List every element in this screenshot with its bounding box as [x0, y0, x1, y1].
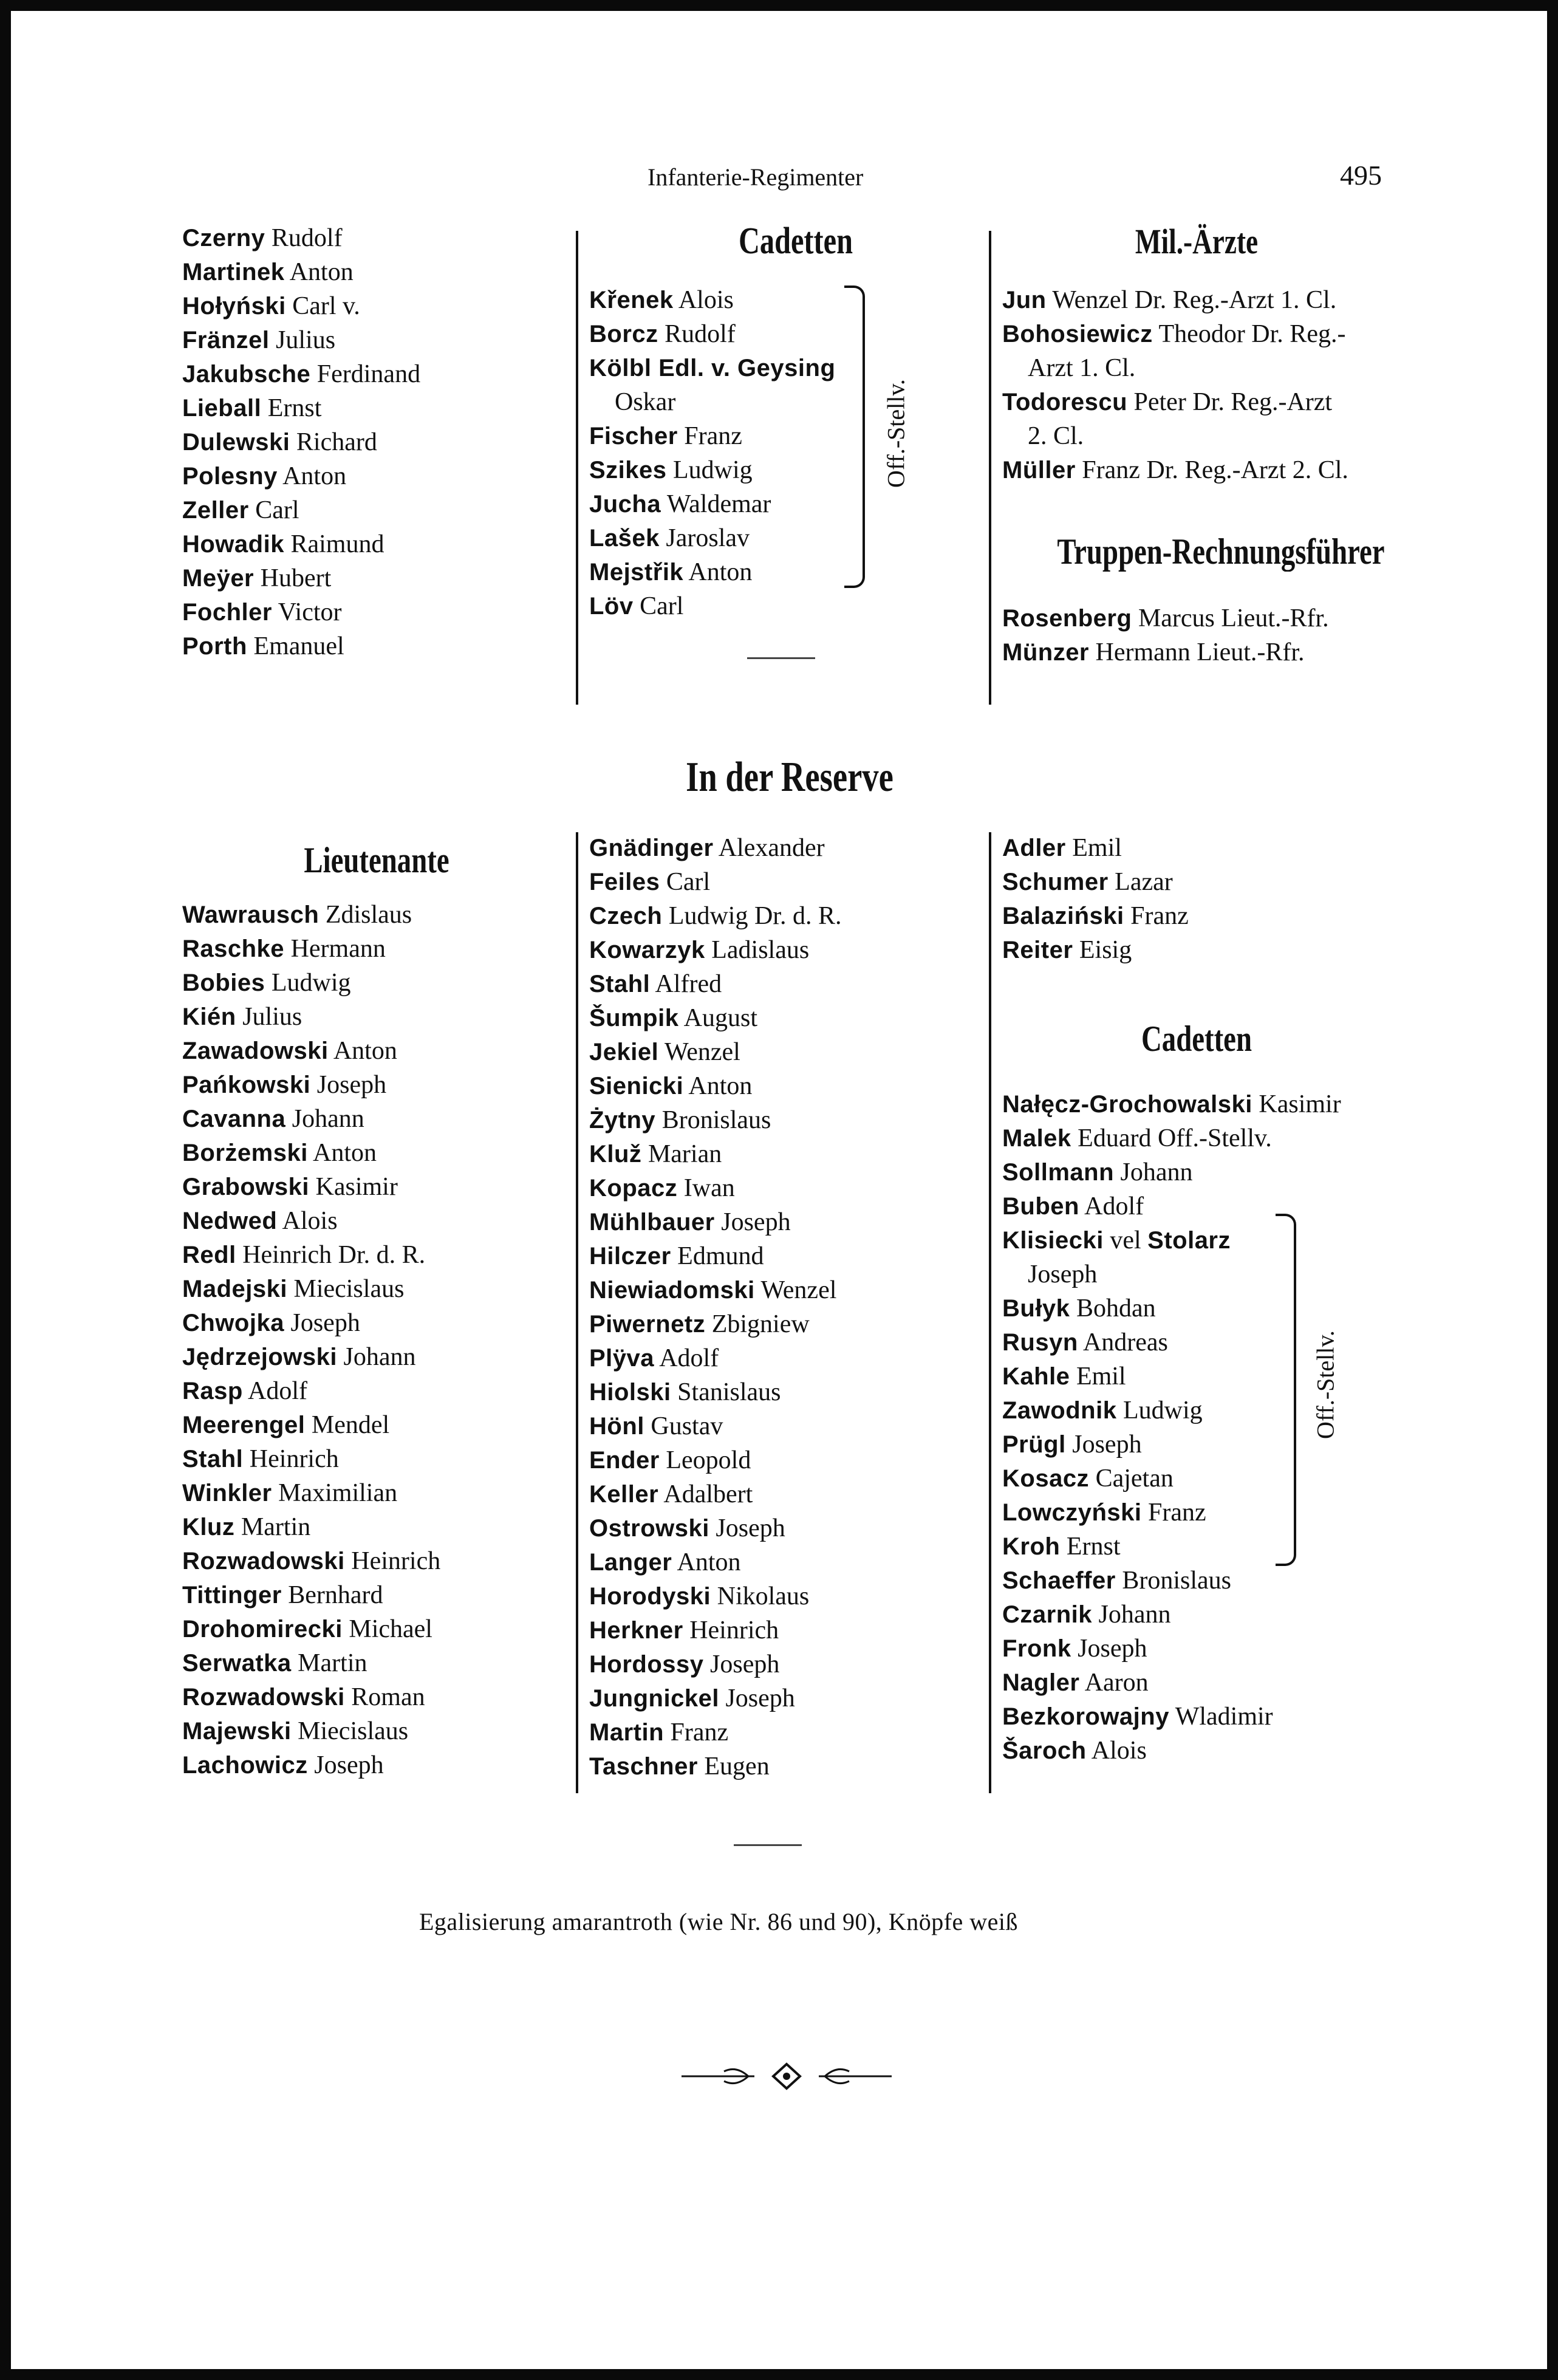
list-item: Majewski Miecislaus — [182, 1717, 409, 1745]
divider-rule — [734, 1844, 802, 1846]
list-item: Stahl Alfred — [589, 970, 722, 998]
list-item: Adler Emil — [1002, 834, 1122, 862]
list-item: Mejstřik Anton — [589, 558, 753, 586]
list-item: Nałęcz-Grochowalski Kasimir — [1002, 1090, 1341, 1118]
list-item: Jucha Waldemar — [589, 490, 771, 518]
list-item: Pańkowski Joseph — [182, 1071, 387, 1099]
list-item: Taschner Eugen — [589, 1753, 770, 1780]
doctors-list — [1002, 283, 1348, 487]
list-item: Todorescu Peter Dr. Reg.-Arzt — [1002, 388, 1333, 416]
list-item: Stahl Heinrich — [182, 1445, 339, 1473]
list-item: Bezkorowajny Wladimir — [1002, 1703, 1273, 1731]
list-item: Nedwed Alois — [182, 1207, 338, 1235]
list-item: Fischer Franz — [589, 422, 742, 450]
lieutenants-heading: Lieutenante — [304, 840, 449, 880]
list-item: Müller Franz Dr. Reg.-Arzt 2. Cl. — [1002, 456, 1348, 484]
list-item: Hołyński Carl v. — [182, 292, 360, 320]
column-rule-bottom-left — [576, 832, 578, 1793]
list-item: Kopacz Iwan — [589, 1174, 735, 1202]
list-item: Sienicki Anton — [589, 1072, 753, 1100]
list-item: Fränzel Julius — [182, 326, 336, 354]
list-item: Schumer Lazar — [1002, 868, 1173, 896]
list-item: Šaroch Alois — [1002, 1737, 1147, 1765]
list-item: Rosenberg Marcus Lieut.-Rfr. — [1002, 604, 1329, 632]
list-item: Tittinger Bernhard — [182, 1581, 383, 1609]
list-item: Cavanna Johann — [182, 1105, 364, 1133]
list-item: Rozwadowski Heinrich — [182, 1547, 441, 1575]
top-left-list — [182, 221, 420, 663]
list-item: Martinek Anton — [182, 258, 354, 286]
divider-rule — [747, 657, 815, 659]
list-item: Meÿer Hubert — [182, 564, 332, 592]
list-item: Madejski Miecislaus — [182, 1275, 405, 1303]
curly-brace — [1276, 1214, 1296, 1566]
list-item: Niewiadomski Wenzel — [589, 1276, 837, 1304]
list-item: Oskar — [615, 388, 676, 416]
list-item: Lieball Ernst — [182, 394, 322, 422]
list-item: Porth Emanuel — [182, 632, 344, 660]
list-item: Prügl Joseph — [1002, 1431, 1142, 1458]
list-item: Dulewski Richard — [182, 428, 377, 456]
list-item: Kluz Martin — [182, 1513, 311, 1541]
list-item: Feiles Carl — [589, 868, 711, 896]
list-item: Meerengel Mendel — [182, 1411, 390, 1439]
curly-brace — [844, 286, 865, 588]
list-item: Lašek Jaroslav — [589, 524, 750, 552]
list-item: Mühlbauer Joseph — [589, 1208, 791, 1236]
list-item: Jungnickel Joseph — [589, 1684, 795, 1712]
list-item: Wawrausch Zdislaus — [182, 901, 412, 929]
list-item: Kroh Ernst — [1002, 1533, 1121, 1561]
list-item: Lowczyński Franz — [1002, 1499, 1206, 1527]
list-item: Zawodnik Ludwig — [1002, 1397, 1203, 1424]
ornament-icon — [682, 2059, 892, 2093]
list-item: Redl Heinrich Dr. d. R. — [182, 1241, 426, 1269]
list-item: Żytny Bronislaus — [589, 1106, 771, 1134]
accountants-heading: Truppen-Rechnungsführer — [1057, 532, 1385, 572]
list-item: Hordossy Joseph — [589, 1650, 780, 1678]
list-item: Howadik Raimund — [182, 530, 384, 558]
list-item: Hiolski Stanislaus — [589, 1378, 781, 1406]
list-item: Polesny Anton — [182, 462, 347, 490]
list-item: Czech Ludwig Dr. d. R. — [589, 902, 842, 930]
list-item: Piwernetz Zbigniew — [589, 1310, 810, 1338]
list-item: Jekiel Wenzel — [589, 1038, 740, 1066]
list-item: 2. Cl. — [1028, 422, 1084, 450]
list-item: Borcz Rudolf — [589, 320, 736, 348]
list-item: Keller Adalbert — [589, 1480, 753, 1508]
list-item: Kowarzyk Ladislaus — [589, 936, 810, 964]
list-item: Löv Carl — [589, 592, 684, 620]
list-item: Grabowski Kasimir — [182, 1173, 398, 1201]
cadets-heading: Cadetten — [738, 221, 853, 262]
facing-colour-note: Egalisierung amarantroth (wie Nr. 86 und 90), Knöpfe weiß — [419, 1908, 1019, 1935]
list-item: Arzt 1. Cl. — [1028, 354, 1136, 382]
list-item: Šumpik August — [589, 1004, 758, 1032]
list-item: Winkler Maximilian — [182, 1479, 398, 1507]
accountants-list — [1002, 601, 1329, 669]
list-item: Rusyn Andreas — [1002, 1328, 1168, 1356]
list-item: Zawadowski Anton — [182, 1037, 397, 1065]
list-item: Fochler Victor — [182, 598, 342, 626]
list-item: Ostrowski Joseph — [589, 1514, 785, 1542]
top-cadets-list — [589, 283, 835, 623]
list-item: Reiter Eisig — [1002, 936, 1132, 964]
list-item: Czerny Rudolf — [182, 224, 343, 252]
brace-label: Off.-Stellv. — [1311, 1330, 1339, 1439]
list-item: Joseph — [1028, 1260, 1098, 1288]
column-rule-top-left — [576, 231, 578, 705]
column-rule-top-right — [989, 231, 991, 705]
list-item: Bułyk Bohdan — [1002, 1294, 1156, 1322]
list-item: Kölbl Edl. v. Geysing — [589, 355, 836, 381]
list-item: Czarnik Johann — [1002, 1601, 1171, 1629]
doctors-heading: Mil.-Ärzte — [1135, 222, 1259, 261]
list-item: Chwojka Joseph — [182, 1309, 360, 1337]
list-item: Horodyski Nikolaus — [589, 1582, 810, 1610]
list-item: Hilczer Edmund — [589, 1242, 764, 1270]
list-item: Szikes Ludwig — [589, 456, 753, 484]
reserve-title: In der Reserve — [686, 754, 893, 801]
list-item: Rozwadowski Roman — [182, 1683, 425, 1711]
list-item: Jędrzejowski Johann — [182, 1343, 416, 1371]
reserve-left-list — [182, 898, 440, 1782]
list-item: Bohosiewicz Theodor Dr. Reg.- — [1002, 320, 1346, 348]
list-item: Buben Adolf — [1002, 1192, 1144, 1220]
list-item: Malek Eduard Off.-Stellv. — [1002, 1124, 1272, 1152]
list-item: Bobies Ludwig — [182, 969, 351, 997]
list-item: Borżemski Anton — [182, 1139, 377, 1167]
list-item: Hönl Gustav — [589, 1412, 723, 1440]
column-rule-bottom-right — [989, 832, 991, 1793]
list-item: Nagler Aaron — [1002, 1669, 1149, 1697]
list-item: Serwatka Martin — [182, 1649, 367, 1677]
list-item: Münzer Hermann Lieut.-Rfr. — [1002, 638, 1305, 666]
list-item: Klisiecki vel Stolarz — [1002, 1226, 1231, 1254]
reserve-right-list — [1002, 831, 1189, 967]
list-item: Kahle Emil — [1002, 1363, 1126, 1390]
list-item: Martin Franz — [589, 1718, 729, 1746]
list-item: Balaziński Franz — [1002, 902, 1189, 930]
reserve-middle-list — [589, 831, 841, 1783]
page-number: 495 — [1340, 160, 1382, 191]
list-item: Fronk Joseph — [1002, 1635, 1147, 1663]
list-item: Plÿva Adolf — [589, 1344, 719, 1372]
list-item: Kluž Marian — [589, 1140, 722, 1168]
list-item: Zeller Carl — [182, 496, 299, 524]
list-item: Schaeffer Bronislaus — [1002, 1567, 1231, 1595]
list-item: Raschke Hermann — [182, 935, 386, 963]
list-item: Ender Leopold — [589, 1446, 751, 1474]
list-item: Jun Wenzel Dr. Reg.-Arzt 1. Cl. — [1002, 286, 1337, 314]
list-item: Langer Anton — [589, 1548, 741, 1576]
list-item: Kosacz Cajetan — [1002, 1465, 1174, 1493]
list-item: Kién Julius — [182, 1003, 302, 1031]
list-item: Rasp Adolf — [182, 1377, 307, 1405]
running-title: Infanterie-Regimenter — [647, 163, 864, 191]
list-item: Sollmann Johann — [1002, 1158, 1193, 1186]
brace-label: Off.-Stellv. — [882, 379, 910, 488]
list-item: Herkner Heinrich — [589, 1616, 779, 1644]
list-item: Křenek Alois — [589, 286, 734, 314]
list-item: Drohomirecki Michael — [182, 1615, 432, 1643]
list-item: Jakubsche Ferdinand — [182, 360, 421, 388]
list-item: Gnädinger Alexander — [589, 834, 825, 862]
reserve-cadets-heading: Cadetten — [1141, 1019, 1252, 1059]
list-item: Lachowicz Joseph — [182, 1751, 384, 1779]
